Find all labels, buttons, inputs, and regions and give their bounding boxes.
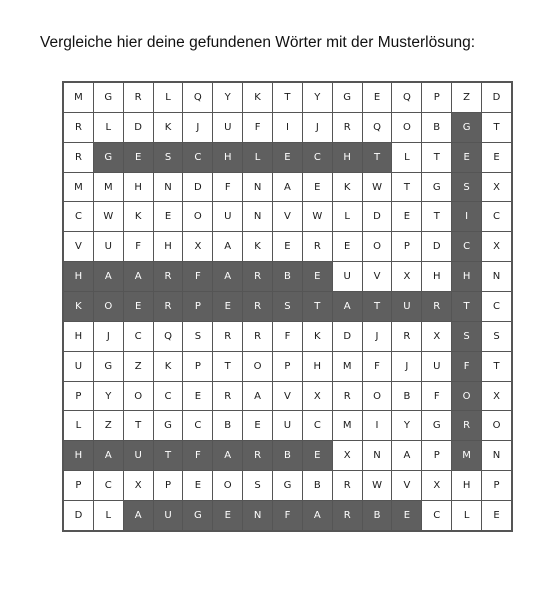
grid-cell: A xyxy=(123,262,153,292)
grid-cell: M xyxy=(64,83,94,113)
grid-cell: C xyxy=(422,501,452,531)
grid-cell: C xyxy=(153,381,183,411)
grid-cell: O xyxy=(452,381,482,411)
grid-cell: T xyxy=(362,292,392,322)
grid-cell: R xyxy=(332,501,362,531)
grid-cell: J xyxy=(183,112,213,142)
grid-cell: Q xyxy=(362,112,392,142)
grid-cell: J xyxy=(362,321,392,351)
grid-cell: G xyxy=(273,471,303,501)
grid-cell: R xyxy=(332,381,362,411)
grid-cell: P xyxy=(153,471,183,501)
grid-cell: H xyxy=(302,351,332,381)
grid-row xyxy=(64,441,512,471)
grid-cell: R xyxy=(243,321,273,351)
grid-cell: X xyxy=(302,381,332,411)
grid-cell: R xyxy=(123,83,153,113)
grid-cell: I xyxy=(273,112,303,142)
grid-cell: H xyxy=(64,441,94,471)
grid-cell: K xyxy=(153,112,183,142)
grid-cell: F xyxy=(123,232,153,262)
grid-cell: U xyxy=(213,202,243,232)
grid-cell: T xyxy=(273,83,303,113)
grid-cell: N xyxy=(243,501,273,531)
grid-cell: D xyxy=(332,321,362,351)
grid-cell: A xyxy=(243,381,273,411)
grid-cell: M xyxy=(93,172,123,202)
grid-cell: F xyxy=(183,262,213,292)
grid-cell: L xyxy=(153,83,183,113)
grid-cell: E xyxy=(213,501,243,531)
word-search-body xyxy=(64,83,512,531)
grid-cell: B xyxy=(362,501,392,531)
grid-cell: V xyxy=(64,232,94,262)
grid-cell: P xyxy=(422,441,452,471)
grid-cell: T xyxy=(422,202,452,232)
grid-cell: Z xyxy=(452,83,482,113)
grid-cell: P xyxy=(273,351,303,381)
grid-cell: S xyxy=(452,321,482,351)
grid-cell: W xyxy=(362,471,392,501)
grid-cell: A xyxy=(332,292,362,322)
grid-cell: H xyxy=(64,321,94,351)
grid-cell: O xyxy=(362,232,392,262)
grid-row xyxy=(64,351,512,381)
grid-cell: S xyxy=(153,142,183,172)
grid-cell: N xyxy=(153,172,183,202)
grid-cell: C xyxy=(123,321,153,351)
grid-cell: E xyxy=(452,142,482,172)
grid-cell: E xyxy=(183,381,213,411)
word-search-grid xyxy=(62,81,513,532)
grid-cell: M xyxy=(64,172,94,202)
grid-cell: C xyxy=(482,202,512,232)
grid-cell: L xyxy=(64,411,94,441)
grid-cell: E xyxy=(273,142,303,172)
grid-cell: R xyxy=(243,262,273,292)
grid-cell: H xyxy=(422,262,452,292)
grid-cell: X xyxy=(183,232,213,262)
grid-cell: F xyxy=(243,112,273,142)
grid-cell: T xyxy=(362,142,392,172)
grid-cell: G xyxy=(422,411,452,441)
grid-cell: X xyxy=(422,321,452,351)
grid-cell: V xyxy=(273,381,303,411)
grid-cell: R xyxy=(422,292,452,322)
grid-cell: D xyxy=(183,172,213,202)
grid-cell: E xyxy=(123,142,153,172)
grid-cell: K xyxy=(123,202,153,232)
grid-cell: E xyxy=(302,172,332,202)
grid-cell: C xyxy=(183,411,213,441)
grid-cell: U xyxy=(392,292,422,322)
grid-cell: N xyxy=(243,202,273,232)
grid-cell: X xyxy=(332,441,362,471)
grid-cell: W xyxy=(362,172,392,202)
grid-cell: G xyxy=(183,501,213,531)
grid-cell: U xyxy=(213,112,243,142)
grid-cell: R xyxy=(452,411,482,441)
grid-cell: R xyxy=(332,112,362,142)
grid-cell: B xyxy=(392,381,422,411)
grid-cell: S xyxy=(482,321,512,351)
grid-cell: R xyxy=(243,441,273,471)
grid-cell: X xyxy=(482,381,512,411)
grid-cell: A xyxy=(213,232,243,262)
grid-cell: T xyxy=(213,351,243,381)
grid-cell: X xyxy=(392,262,422,292)
grid-cell: T xyxy=(123,411,153,441)
grid-cell: J xyxy=(302,112,332,142)
grid-row xyxy=(64,411,512,441)
grid-cell: C xyxy=(93,471,123,501)
grid-cell: R xyxy=(153,262,183,292)
grid-cell: B xyxy=(302,471,332,501)
grid-cell: N xyxy=(482,262,512,292)
grid-cell: O xyxy=(183,202,213,232)
grid-cell: G xyxy=(93,351,123,381)
grid-cell: E xyxy=(153,202,183,232)
grid-cell: O xyxy=(243,351,273,381)
grid-cell: C xyxy=(64,202,94,232)
grid-cell: A xyxy=(123,501,153,531)
grid-cell: U xyxy=(332,262,362,292)
grid-cell: F xyxy=(273,501,303,531)
grid-cell: V xyxy=(392,471,422,501)
grid-cell: G xyxy=(93,83,123,113)
grid-cell: H xyxy=(64,262,94,292)
grid-cell: P xyxy=(183,292,213,322)
grid-cell: T xyxy=(482,351,512,381)
grid-cell: K xyxy=(64,292,94,322)
grid-row xyxy=(64,381,512,411)
grid-cell: O xyxy=(123,381,153,411)
grid-cell: N xyxy=(362,441,392,471)
grid-row xyxy=(64,262,512,292)
grid-cell: D xyxy=(422,232,452,262)
grid-cell: P xyxy=(64,381,94,411)
grid-cell: H xyxy=(452,262,482,292)
grid-cell: U xyxy=(123,441,153,471)
grid-cell: T xyxy=(392,172,422,202)
grid-cell: R xyxy=(64,112,94,142)
grid-cell: L xyxy=(392,142,422,172)
grid-cell: P xyxy=(392,232,422,262)
grid-cell: K xyxy=(302,321,332,351)
grid-cell: X xyxy=(422,471,452,501)
grid-cell: A xyxy=(213,262,243,292)
grid-cell: O xyxy=(362,381,392,411)
grid-cell: A xyxy=(213,441,243,471)
grid-row xyxy=(64,202,512,232)
grid-cell: Y xyxy=(93,381,123,411)
grid-cell: A xyxy=(273,172,303,202)
grid-cell: U xyxy=(422,351,452,381)
grid-cell: R xyxy=(213,381,243,411)
grid-cell: W xyxy=(93,202,123,232)
grid-cell: F xyxy=(422,381,452,411)
grid-row xyxy=(64,142,512,172)
grid-cell: L xyxy=(332,202,362,232)
grid-cell: F xyxy=(452,351,482,381)
grid-cell: R xyxy=(302,232,332,262)
grid-cell: R xyxy=(153,292,183,322)
grid-cell: E xyxy=(362,83,392,113)
grid-cell: T xyxy=(422,142,452,172)
grid-cell: X xyxy=(482,172,512,202)
grid-cell: R xyxy=(64,142,94,172)
grid-cell: L xyxy=(452,501,482,531)
grid-cell: E xyxy=(183,471,213,501)
grid-cell: R xyxy=(392,321,422,351)
grid-cell: M xyxy=(332,411,362,441)
grid-cell: T xyxy=(302,292,332,322)
grid-cell: K xyxy=(332,172,362,202)
grid-row xyxy=(64,321,512,351)
grid-row xyxy=(64,83,512,113)
grid-cell: Z xyxy=(93,411,123,441)
grid-cell: C xyxy=(452,232,482,262)
grid-cell: R xyxy=(243,292,273,322)
grid-cell: K xyxy=(153,351,183,381)
grid-cell: K xyxy=(243,232,273,262)
grid-cell: Y xyxy=(302,83,332,113)
grid-cell: U xyxy=(273,411,303,441)
grid-cell: D xyxy=(362,202,392,232)
grid-cell: E xyxy=(482,142,512,172)
grid-cell: D xyxy=(123,112,153,142)
grid-cell: H xyxy=(153,232,183,262)
grid-cell: M xyxy=(452,441,482,471)
grid-cell: U xyxy=(153,501,183,531)
grid-cell: G xyxy=(332,83,362,113)
grid-cell: B xyxy=(273,441,303,471)
grid-cell: Q xyxy=(153,321,183,351)
grid-cell: E xyxy=(332,232,362,262)
grid-cell: N xyxy=(482,441,512,471)
grid-cell: P xyxy=(183,351,213,381)
grid-cell: E xyxy=(273,232,303,262)
grid-cell: D xyxy=(64,501,94,531)
grid-row xyxy=(64,172,512,202)
grid-cell: F xyxy=(183,441,213,471)
grid-cell: U xyxy=(64,351,94,381)
grid-cell: V xyxy=(273,202,303,232)
grid-cell: C xyxy=(302,411,332,441)
grid-cell: G xyxy=(153,411,183,441)
grid-cell: F xyxy=(362,351,392,381)
grid-cell: B xyxy=(273,262,303,292)
grid-cell: W xyxy=(302,202,332,232)
grid-cell: E xyxy=(302,262,332,292)
grid-cell: O xyxy=(392,112,422,142)
grid-cell: U xyxy=(93,232,123,262)
grid-cell: K xyxy=(243,83,273,113)
grid-cell: C xyxy=(183,142,213,172)
grid-cell: Y xyxy=(213,83,243,113)
grid-cell: G xyxy=(93,142,123,172)
word-search-table xyxy=(63,82,512,531)
grid-cell: T xyxy=(482,112,512,142)
grid-cell: L xyxy=(243,142,273,172)
grid-cell: O xyxy=(213,471,243,501)
grid-cell: A xyxy=(392,441,422,471)
grid-cell: X xyxy=(123,471,153,501)
grid-cell: P xyxy=(64,471,94,501)
grid-cell: P xyxy=(482,471,512,501)
grid-cell: O xyxy=(482,411,512,441)
grid-cell: V xyxy=(362,262,392,292)
grid-cell: H xyxy=(213,142,243,172)
grid-cell: M xyxy=(332,351,362,381)
grid-cell: S xyxy=(243,471,273,501)
grid-row xyxy=(64,232,512,262)
grid-cell: G xyxy=(452,112,482,142)
grid-cell: R xyxy=(332,471,362,501)
grid-cell: J xyxy=(93,321,123,351)
grid-cell: E xyxy=(482,501,512,531)
grid-cell: E xyxy=(213,292,243,322)
grid-cell: T xyxy=(153,441,183,471)
grid-cell: S xyxy=(452,172,482,202)
grid-cell: A xyxy=(93,441,123,471)
grid-cell: C xyxy=(482,292,512,322)
grid-row xyxy=(64,292,512,322)
grid-cell: L xyxy=(93,501,123,531)
grid-cell: T xyxy=(452,292,482,322)
grid-row xyxy=(64,112,512,142)
grid-cell: X xyxy=(482,232,512,262)
grid-cell: I xyxy=(362,411,392,441)
grid-cell: R xyxy=(213,321,243,351)
grid-cell: S xyxy=(273,292,303,322)
grid-cell: J xyxy=(392,351,422,381)
grid-cell: O xyxy=(93,292,123,322)
grid-cell: S xyxy=(183,321,213,351)
grid-cell: F xyxy=(213,172,243,202)
grid-cell: P xyxy=(422,83,452,113)
grid-cell: Y xyxy=(392,411,422,441)
grid-cell: H xyxy=(452,471,482,501)
grid-cell: Q xyxy=(392,83,422,113)
grid-cell: Q xyxy=(183,83,213,113)
grid-cell: A xyxy=(93,262,123,292)
grid-cell: I xyxy=(452,202,482,232)
grid-cell: N xyxy=(243,172,273,202)
grid-cell: H xyxy=(123,172,153,202)
grid-cell: Z xyxy=(123,351,153,381)
grid-cell: A xyxy=(302,501,332,531)
grid-cell: E xyxy=(243,411,273,441)
grid-cell: L xyxy=(93,112,123,142)
grid-cell: G xyxy=(422,172,452,202)
grid-row xyxy=(64,501,512,531)
grid-cell: H xyxy=(332,142,362,172)
grid-cell: F xyxy=(273,321,303,351)
grid-cell: D xyxy=(482,83,512,113)
grid-cell: E xyxy=(123,292,153,322)
grid-cell: E xyxy=(392,202,422,232)
grid-row xyxy=(64,471,512,501)
grid-cell: B xyxy=(422,112,452,142)
page-heading: Vergleiche hier deine gefundenen Wörter mit der Musterlösung: xyxy=(40,34,476,51)
grid-cell: E xyxy=(302,441,332,471)
grid-cell: B xyxy=(213,411,243,441)
grid-cell: E xyxy=(392,501,422,531)
grid-cell: C xyxy=(302,142,332,172)
